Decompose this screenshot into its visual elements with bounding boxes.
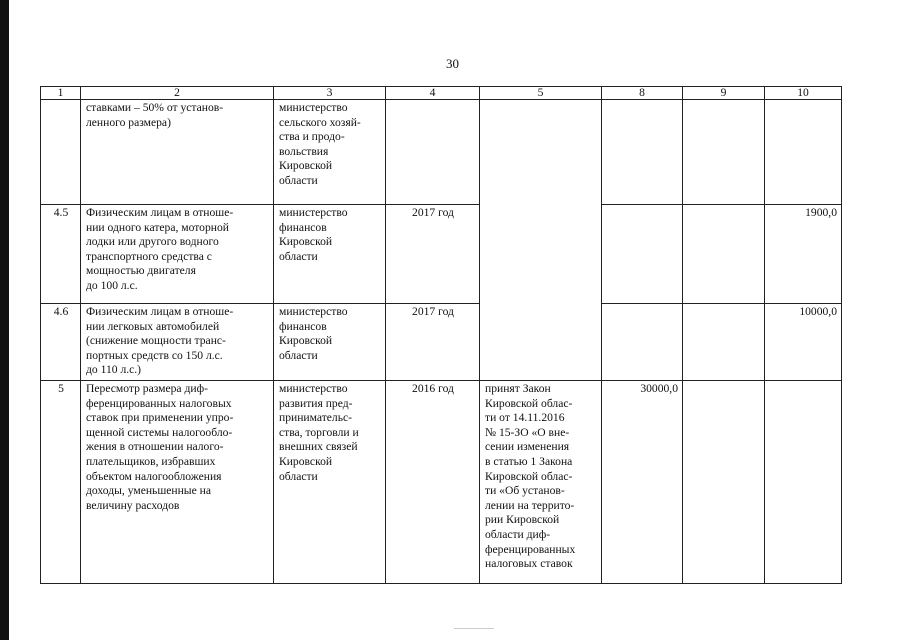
col10-value: 10000,0 bbox=[765, 304, 842, 381]
column-header: 3 bbox=[274, 87, 386, 100]
table-row bbox=[41, 304, 842, 381]
col10-value bbox=[765, 381, 842, 584]
period-cell bbox=[386, 100, 480, 205]
col9-value bbox=[683, 304, 765, 381]
measure-description: Пересмотр размера диф- ференцированных налоговых ставок при применении упро- щенной системы налогообло- жения в отношении налого- плательщиков, избравших объектом налогообложения доходы, уменьшенные на величину расходов bbox=[81, 381, 274, 584]
col10-value bbox=[765, 100, 842, 205]
status-note: принят Закон Кировской облас- ти от 14.11.2016 № 15-ЗО «О вне- сении изменения в статью 1 Закона Кировской облас- ти «Об установ- лении на террито- рии Кировской области диф- ференцированных налоговых ставок bbox=[480, 381, 602, 584]
col8-value bbox=[602, 205, 683, 304]
table-row bbox=[41, 205, 842, 304]
column-header: 2 bbox=[81, 87, 274, 100]
row-number: 4.5 bbox=[41, 205, 81, 304]
data-table bbox=[40, 86, 842, 584]
column-header: 8 bbox=[602, 87, 683, 100]
row-number: 4.6 bbox=[41, 304, 81, 381]
row-number bbox=[41, 100, 81, 205]
page-number: 30 bbox=[446, 56, 459, 71]
table-header-row bbox=[41, 87, 842, 100]
responsible-body: министерство финансов Кировской области bbox=[274, 205, 386, 304]
col10-value: 1900,0 bbox=[765, 205, 842, 304]
period-cell: 2017 год bbox=[386, 205, 480, 304]
responsible-body: министерство развития пред- принимательс- ства, торговли и внешних связей Кировской области bbox=[274, 381, 386, 584]
column-header: 5 bbox=[480, 87, 602, 100]
col8-value bbox=[602, 100, 683, 205]
row-number: 5 bbox=[41, 381, 81, 584]
merged-empty-cell bbox=[480, 100, 602, 381]
scan-edge bbox=[0, 0, 9, 640]
responsible-body: министерство финансов Кировской области bbox=[274, 304, 386, 381]
column-header: 4 bbox=[386, 87, 480, 100]
period-cell: 2017 год bbox=[386, 304, 480, 381]
measure-description: ставками – 50% от установ- ленного размера) bbox=[81, 100, 274, 205]
scan-speck bbox=[454, 628, 494, 629]
col9-value bbox=[683, 100, 765, 205]
column-header: 1 bbox=[41, 87, 81, 100]
col9-value bbox=[683, 381, 765, 584]
responsible-body: министерство сельского хозяй- ства и продо- вольствия Кировской области bbox=[274, 100, 386, 205]
col9-value bbox=[683, 205, 765, 304]
col8-value: 30000,0 bbox=[602, 381, 683, 584]
column-header: 9 bbox=[683, 87, 765, 100]
col8-value bbox=[602, 304, 683, 381]
period-cell: 2016 год bbox=[386, 381, 480, 584]
measure-description: Физическим лицам в отноше- нии легковых автомобилей (снижение мощности транс- портных средств со 150 л.с. до 110 л.с.) bbox=[81, 304, 274, 381]
measure-description: Физическим лицам в отноше- нии одного катера, моторной лодки или другого водного транспортного средства с мощностью двигателя до 100 л.с. bbox=[81, 205, 274, 304]
column-header: 10 bbox=[765, 87, 842, 100]
table-row bbox=[41, 100, 842, 205]
table-row bbox=[41, 381, 842, 584]
